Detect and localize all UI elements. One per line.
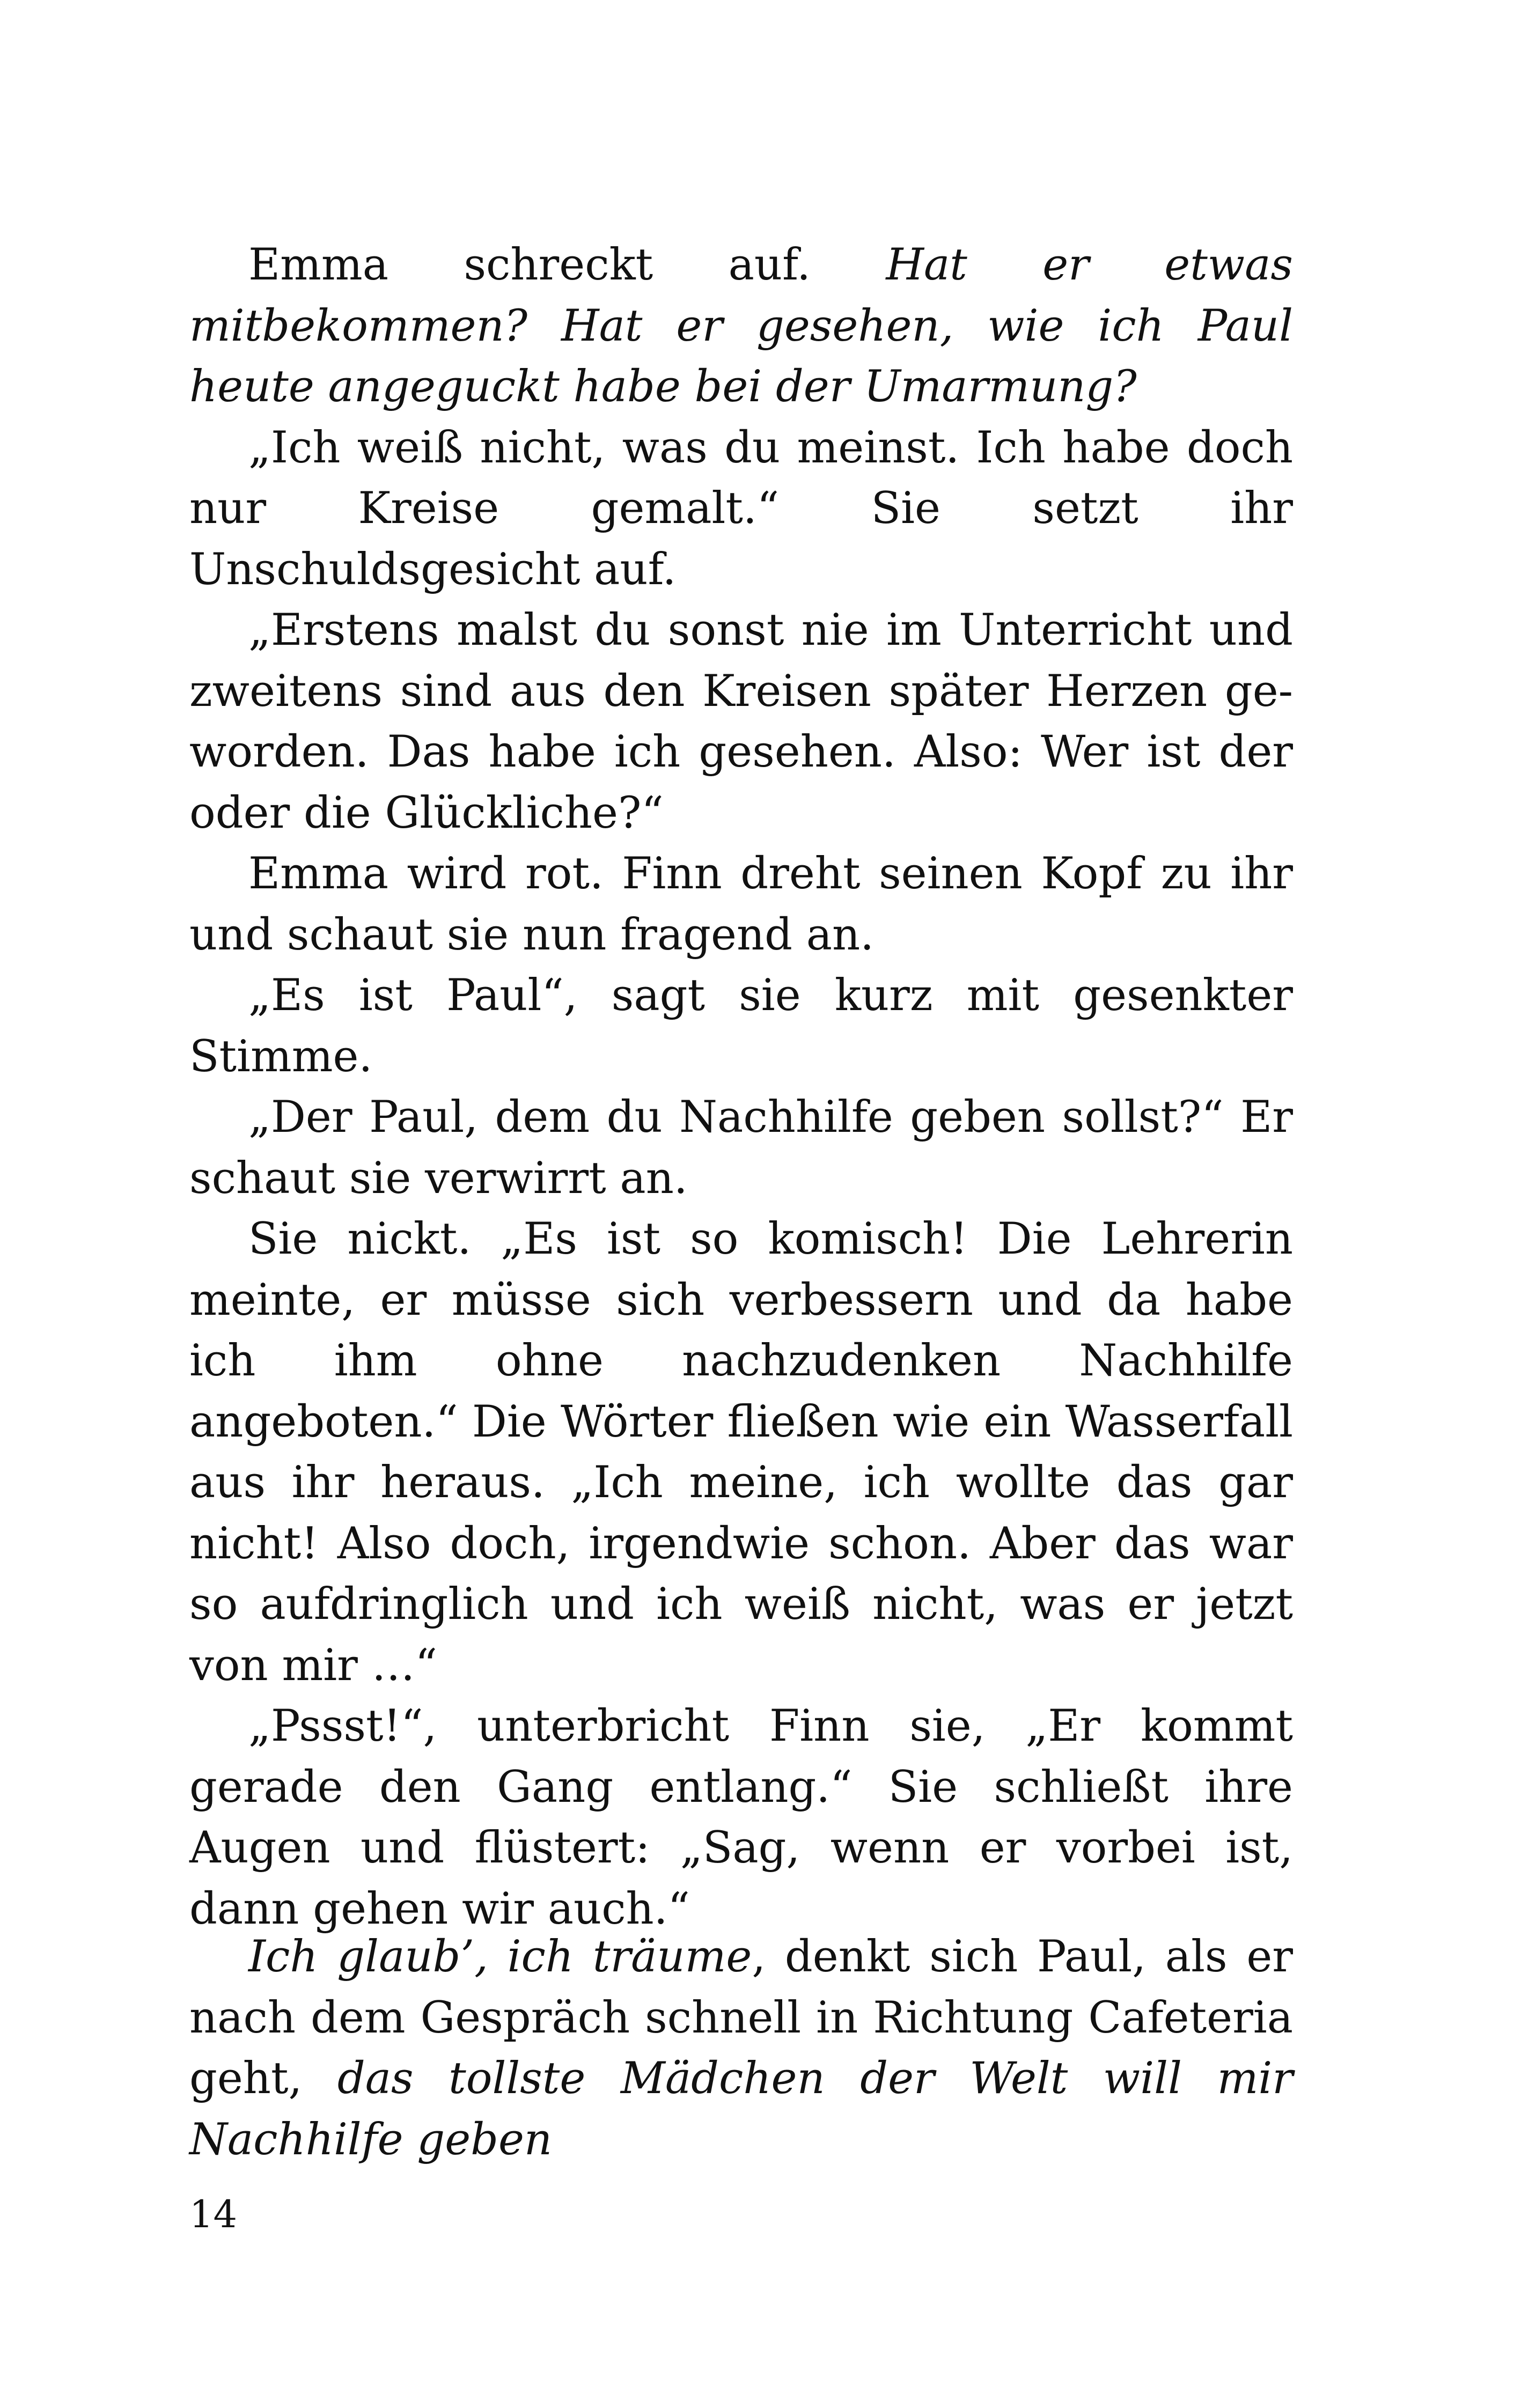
paragraph: „Erstens malst du sonst nie im Unterricht und zweitens sind aus den Kreisen später Herzen geworden. Das habe ich gesehen. Also: Wer ist der oder die Glückliche?“ — [189, 605, 1293, 838]
paragraph: „Es ist Paul“, sagt sie kurz mit gesenkter Stimme. — [189, 970, 1293, 1082]
paragraph: Sie nickt. „Es ist so komisch! Die Lehrerin meinte, er müsse sich verbessern und da habe ich ihm ohne nachzudenken Nachhilfe angeboten.“ Die Wörter fließen wie ein Wasserfall aus ihr heraus. „Ich meine, ich wollte das gar nicht! Also doch, irgendwie schon. Aber das war so aufdringlich und ich weiß nicht, was er jetzt von mir …“ — [189, 1214, 1293, 1691]
paragraph: „Pssst!“, unterbricht Finn sie, „Er kommt gerade den Gang entlang.“ Sie schließt ihre Augen und flüstert: „Sag, wenn er vorbei ist, dann gehen wir auch.“ — [189, 1701, 1293, 1934]
paragraph: „Der Paul, dem du Nachhilfe geben sollst?“ Er schaut sie verwirrt an. — [189, 1092, 1293, 1204]
italic-thought: das tollste Mädchen der Welt will mir Nachhilfe geben — [189, 2053, 1294, 2165]
text-section-2 — [189, 1927, 1293, 2170]
italic-thought: Hat er etwas mitbekommen? Hat er gesehen, wie ich Paul heute angeguckt habe bei der Umarmung? — [189, 240, 1293, 412]
paragraph: Emma wird rot. Finn dreht seinen Kopf zu ihr und schaut sie nun fragend an. — [189, 849, 1293, 960]
text-section-1 — [189, 235, 1293, 1940]
paragraph: „Ich weiß nicht, was du meinst. Ich habe doch nur Kreise gemalt.“ Sie setzt ihr Unschuldsgesicht auf. — [189, 422, 1293, 595]
paragraph — [189, 1927, 1293, 2170]
paragraph-text: , denkt sich Paul, als er nach dem Gespräch schnell in Richtung Cafeteria geht, — [189, 1932, 1293, 2104]
page-number: 14 — [189, 2192, 238, 2236]
paragraph-text: Emma schreckt auf. — [248, 240, 886, 290]
italic-thought: Ich glaub’, ich träume — [248, 1932, 752, 1982]
paragraph — [189, 235, 1293, 418]
